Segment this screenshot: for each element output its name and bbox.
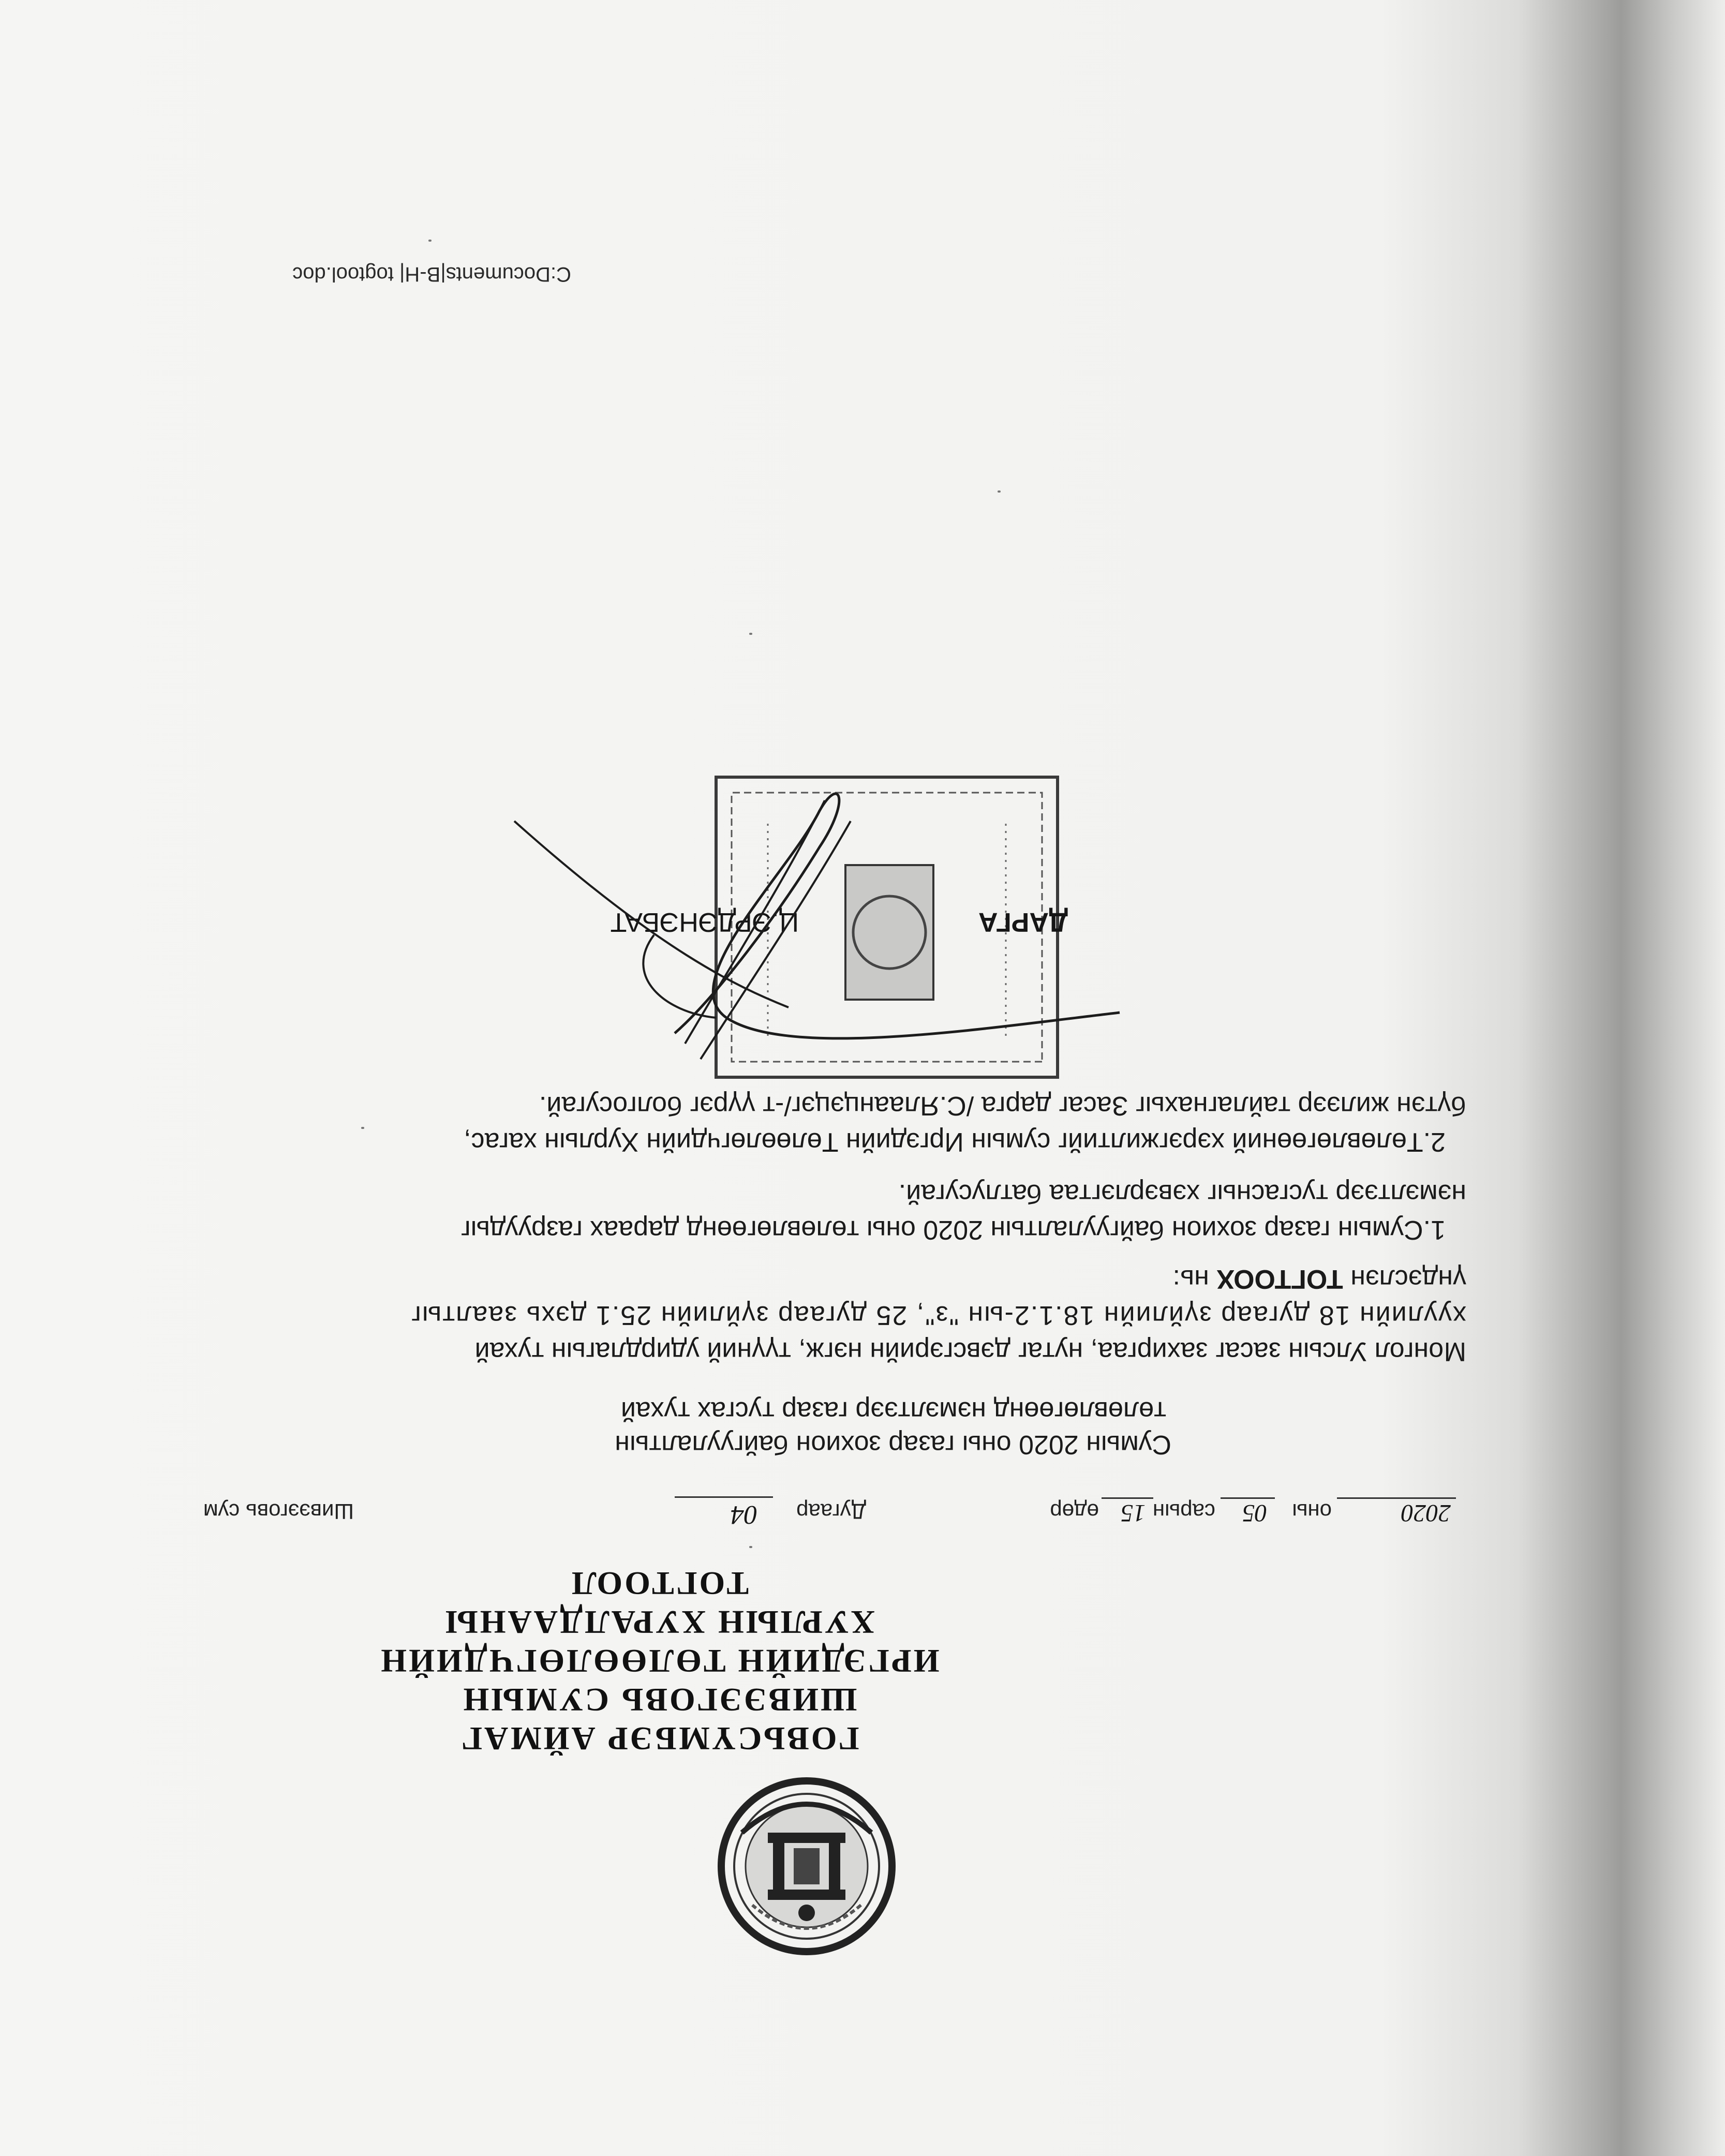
subject-line-2: төлөвлөгөөнд нэмэлтээр газар тусгах тухай — [620, 1396, 1166, 1426]
resolution-item-1-line-2: нэмэлтээр тусгасныг хэвэрлэгтаа батлусугай. — [898, 1179, 1466, 1209]
preamble-line-3 — [1173, 1263, 1466, 1295]
year-label: оны — [1292, 1499, 1332, 1524]
session-heading: ХУРЛЫН ХУРАЛДААНЫ — [443, 1604, 875, 1641]
file-path: C:Documents|B-H| togtool.doc — [292, 263, 571, 286]
preamble-line-2: хуулийн 18 дугаар зүйлийн 18.1.2-ын "з", 25 дугаар зүйлийн 25.1 дэхь заалтыг — [410, 1300, 1466, 1330]
place-label: Шивээговь сум — [203, 1499, 354, 1524]
soyombo-emblem — [711, 1771, 902, 1962]
resolution-item-1-line-1: 1.Сумын газар зохион байгуулалтын 2020 оны төлөвлөгөөнд дараах газруудыг — [460, 1215, 1446, 1245]
preamble-line-1: Монгол Улсын засаг захиргаа, нутаг дэвсгэрийн нэгж, түүний удирдлагын тухай — [474, 1336, 1466, 1366]
signer-name: Ц.ЭРДЭНЭБАТ — [610, 907, 799, 937]
date-year-handwritten: 2020 — [1401, 1499, 1451, 1527]
preamble-suffix: нь: — [1172, 1264, 1209, 1294]
preamble-prefix: үндэслэн — [1350, 1264, 1466, 1294]
resolution-item-2-line-2: бүтэн жилээр тайлагнахыг Засаг дарга /С.Ялаанцэцэг/-т үүрэг болгосугай. — [539, 1091, 1466, 1121]
resolution-item-2-line-1: 2.Төлөвлөгөөний хэрэгжилтийг сумын Иргэдийн Төлөөлөгчдийн Хурлын хагас, — [464, 1127, 1446, 1157]
underline — [1102, 1497, 1153, 1499]
resolve-keyword: ТОГТООХ — [1216, 1264, 1343, 1294]
number-label: Дугаар — [796, 1499, 866, 1524]
council-heading: ИРГЭДИЙН ТӨЛӨӨЛӨГЧДИЙН — [379, 1643, 940, 1679]
signer-title: ДАРГА — [978, 907, 1068, 937]
underline — [675, 1496, 773, 1498]
month-label: сарын — [1152, 1499, 1215, 1524]
subject-line-1: Сумын 2020 оны газар зохион байгуулалтын — [615, 1430, 1171, 1460]
sum-heading: ШИВЭЭГОВЬ СУМЫН — [461, 1682, 857, 1718]
resolution-number-handwritten: 04 — [731, 1500, 757, 1529]
aimag-heading: ГОВЬСҮМБЭР АЙМАГ — [459, 1720, 859, 1757]
date-day-handwritten: 15 — [1121, 1499, 1146, 1527]
handwritten-signature — [457, 769, 1182, 1090]
day-label: өдөр — [1050, 1499, 1099, 1524]
date-month-handwritten: 05 — [1242, 1499, 1267, 1527]
document-type-heading: ТОГТООЛ — [569, 1565, 749, 1602]
underline — [1337, 1497, 1456, 1499]
underline — [1221, 1497, 1275, 1499]
